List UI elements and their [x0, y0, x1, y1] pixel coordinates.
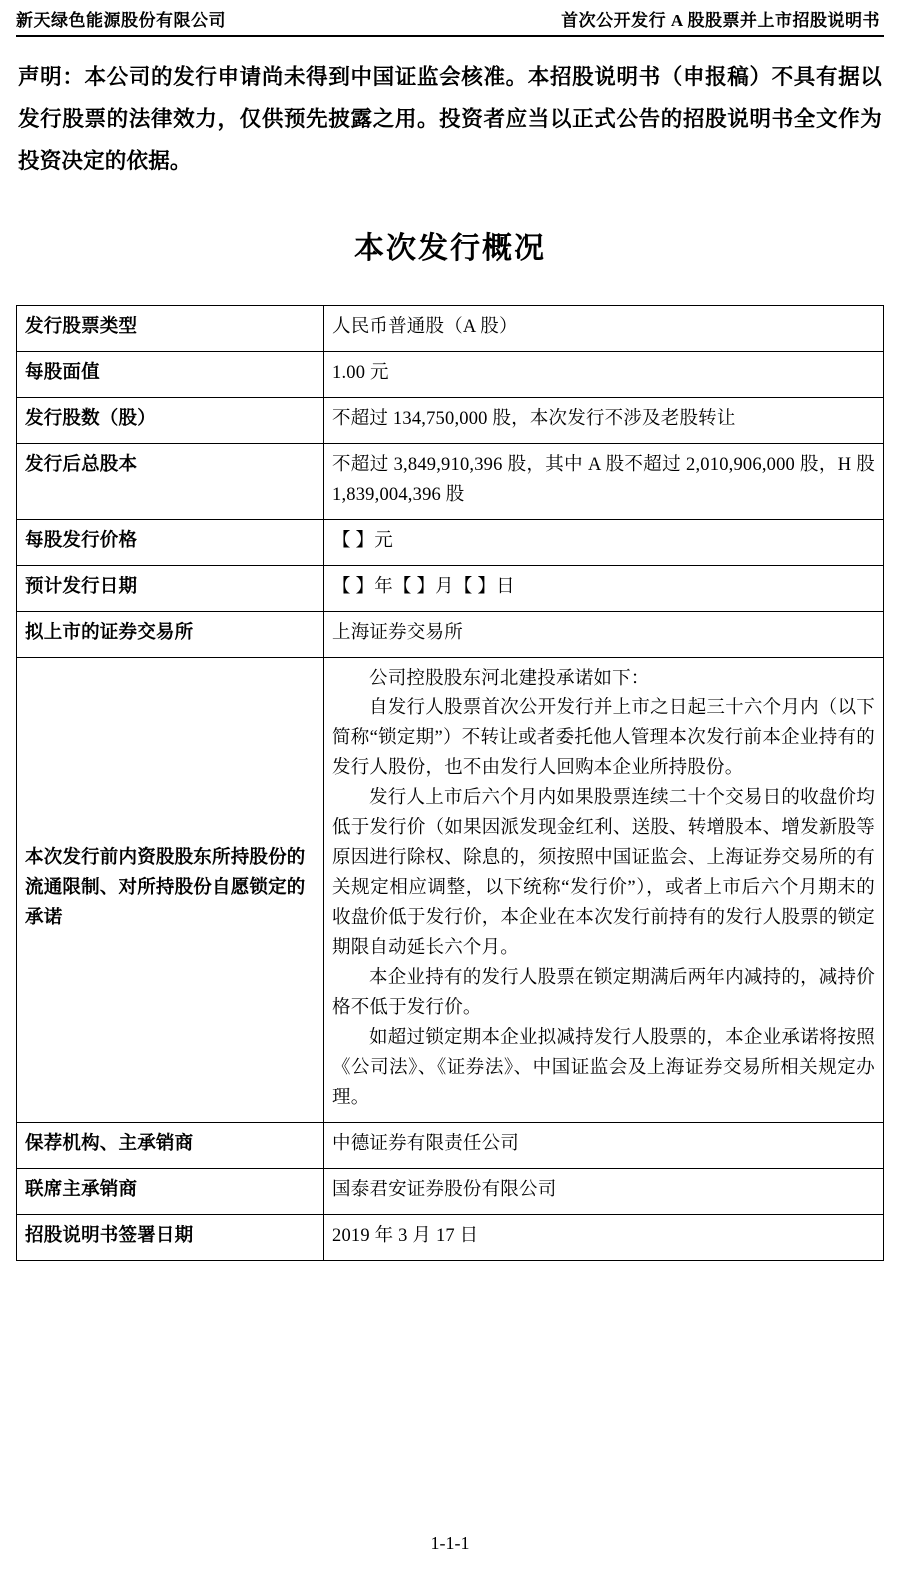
row-value: 上海证券交易所 — [324, 611, 884, 657]
row-label: 每股面值 — [17, 351, 324, 397]
row-value: 1.00 元 — [324, 351, 884, 397]
commitment-paragraph: 发行人上市后六个月内如果股票连续二十个交易日的收盘价均低于发行价（如果因派发现金红利、送股、转增股本、增发新股等原因进行除权、除息的，须按照中国证监会、上海证券交易所的有关规定相应调整，以下统称“发行价”），或者上市后六个月期末的收盘价低于发行价，本企业在本次发行前持有的发行人股票的锁定期限自动延长六个月。 — [332, 788, 875, 959]
row-label: 联席主承销商 — [17, 1169, 324, 1215]
row-label: 招股说明书签署日期 — [17, 1214, 324, 1260]
table-row — [17, 519, 884, 565]
row-value: 不超过 3,849,910,396 股，其中 A 股不超过 2,010,906,000 股，H 股 1,839,004,396 股 — [324, 443, 884, 519]
row-value: 【 】元 — [324, 519, 884, 565]
row-label: 本次发行前内资股股东所持股份的流通限制、对所持股份自愿锁定的承诺 — [17, 657, 324, 1123]
page-title: 本次发行概况 — [354, 231, 546, 265]
row-value: 国泰君安证券股份有限公司 — [324, 1169, 884, 1215]
table-row — [17, 305, 884, 351]
table-row — [17, 1123, 884, 1169]
row-label: 发行股票类型 — [17, 305, 324, 351]
table-row — [17, 1214, 884, 1260]
row-value-commitment — [324, 657, 884, 1123]
page-number: 1-1-1 — [430, 1533, 470, 1553]
table-row — [17, 565, 884, 611]
header-document-title: 首次公开发行 A 股股票并上市招股说明书 — [561, 11, 880, 30]
commitment-paragraph: 本企业持有的发行人股票在锁定期满后两年内减持的，减持价格不低于发行价。 — [332, 968, 875, 1019]
commitment-paragraph: 自发行人股票首次公开发行并上市之日起三十六个月内（以下简称“锁定期”）不转让或者委托他人管理本次发行前本企业持有的发行人股份，也不由发行人回购本企业所持股份。 — [332, 698, 875, 779]
row-value: 不超过 134,750,000 股，本次发行不涉及老股转让 — [324, 397, 884, 443]
table-row — [17, 1169, 884, 1215]
table-row — [17, 351, 884, 397]
row-label: 发行股数（股） — [17, 397, 324, 443]
header-company-name: 新天绿色能源股份有限公司 — [16, 11, 226, 30]
commitment-paragraph: 公司控股股东河北建投承诺如下： — [369, 668, 650, 689]
row-value: 2019 年 3 月 17 日 — [324, 1214, 884, 1260]
row-label: 每股发行价格 — [17, 519, 324, 565]
row-value: 中德证券有限责任公司 — [324, 1123, 884, 1169]
commitment-paragraph: 如超过锁定期本企业拟减持发行人股票的，本企业承诺将按照《公司法》、《证券法》、中国证监会及上海证券交易所相关规定办理。 — [332, 1028, 875, 1109]
table-row — [17, 443, 884, 519]
table-row — [17, 611, 884, 657]
row-value: 人民币普通股（A 股） — [324, 305, 884, 351]
table-row — [17, 397, 884, 443]
offering-overview-table — [16, 305, 884, 1261]
table-row-commitment — [17, 657, 884, 1123]
row-label: 保荐机构、主承销商 — [17, 1123, 324, 1169]
disclaimer-statement: 声明：本公司的发行申请尚未得到中国证监会核准。本招股说明书（申报稿）不具有据以发行股票的法律效力，仅供预先披露之用。投资者应当以正式公告的招股说明书全文作为投资决定的依据。 — [18, 65, 882, 173]
row-label: 拟上市的证券交易所 — [17, 611, 324, 657]
row-value: 【 】年【 】月【 】日 — [324, 565, 884, 611]
row-label: 发行后总股本 — [17, 443, 324, 519]
running-header — [16, 0, 884, 37]
row-label: 预计发行日期 — [17, 565, 324, 611]
